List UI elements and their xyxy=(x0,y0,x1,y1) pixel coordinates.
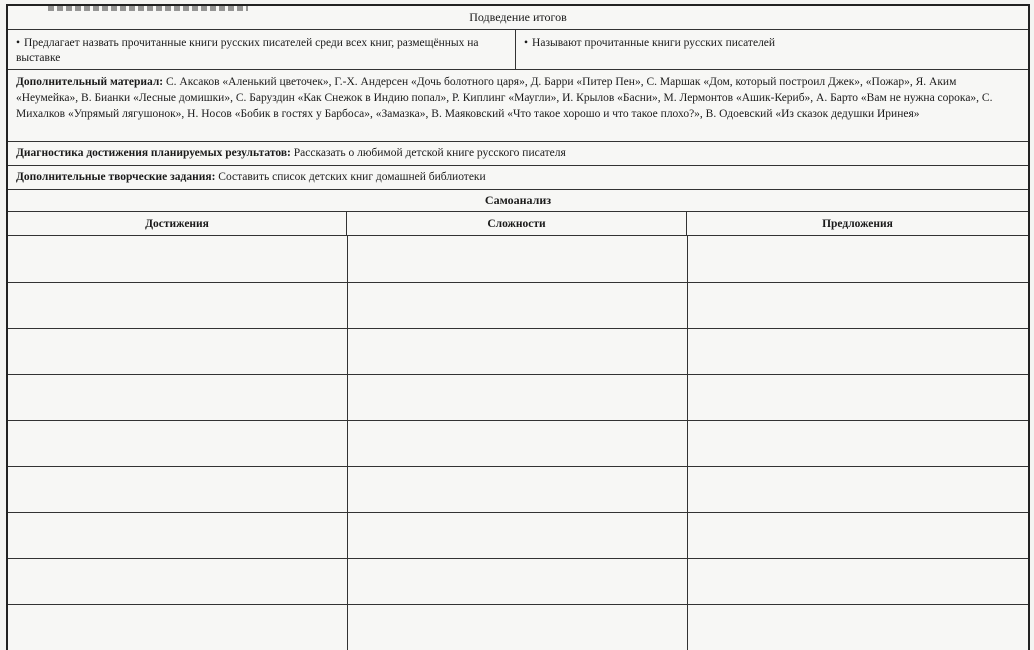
additional-material-text: С. Аксаков «Аленький цветочек», Г.-Х. Андерсен «Дочь болотного царя», Д. Барри «Питер Пен», С. Маршак «Дом, который построил Джек», «Пожар», Я. Аким «Неумейка», В. Бианки «Лесные домишки», С. Баруздин «Как Снежок в Индию попал», Р. Киплинг «Маугли», И. Крылов «Басни», М. Лермонтов «Ашик-Кериб», А. Барто «Вам не нужна сорока», С. Михалков «Упрямый лягушонок», Н. Носов «Бобик в гостях у Барбоса», «Замазка», В. Маяковский «Что такое хорошо и что такое плохо?», В. Одоевский «Из сказок дедушки Иринея» xyxy=(16,76,993,120)
additional-material-row xyxy=(8,70,1028,142)
summary-activity-row xyxy=(8,30,1028,70)
self-analysis-header xyxy=(8,212,1028,236)
summary-title: Подведение итогов xyxy=(469,10,567,24)
additional-material-label: Дополнительный материал: xyxy=(16,76,164,88)
diagnostics-label: Диагностика достижения планируемых результатов: xyxy=(16,147,291,159)
row-divider xyxy=(8,512,1028,513)
diagnostics-row xyxy=(8,142,1028,166)
student-activity-text: Называют прочитанные книги русских писателей xyxy=(532,37,776,49)
bullet-icon: • xyxy=(524,37,529,49)
bullet-icon: • xyxy=(16,37,21,49)
teacher-activity-text: Предлагает назвать прочитанные книги русских писателей среди всех книг, размещённых на выставке xyxy=(16,37,479,64)
student-activity-cell xyxy=(516,30,1028,69)
row-divider xyxy=(8,282,1028,283)
column-divider xyxy=(347,236,348,650)
diagnostics-text: Рассказать о любимой детской книге русского писателя xyxy=(293,147,566,159)
column-header-difficulties: Сложности xyxy=(347,212,687,235)
self-analysis-title: Самоанализ xyxy=(484,193,552,207)
creative-tasks-row xyxy=(8,166,1028,190)
lesson-plan-sheet xyxy=(6,4,1030,650)
row-divider xyxy=(8,374,1028,375)
column-header-achievements: Достижения xyxy=(8,212,347,235)
row-divider xyxy=(8,558,1028,559)
self-analysis-table xyxy=(8,212,1028,650)
summary-title-row xyxy=(8,6,1028,30)
teacher-activity-cell xyxy=(8,30,516,69)
column-divider xyxy=(687,236,688,650)
creative-tasks-label: Дополнительные творческие задания: xyxy=(16,171,216,183)
row-divider xyxy=(8,466,1028,467)
self-analysis-title-row xyxy=(8,190,1028,212)
self-analysis-body xyxy=(8,236,1028,650)
row-divider xyxy=(8,420,1028,421)
column-header-suggestions: Предложения xyxy=(822,218,893,230)
creative-tasks-text: Составить список детских книг домашней библиотеки xyxy=(218,171,486,183)
row-divider xyxy=(8,328,1028,329)
row-divider xyxy=(8,604,1028,605)
